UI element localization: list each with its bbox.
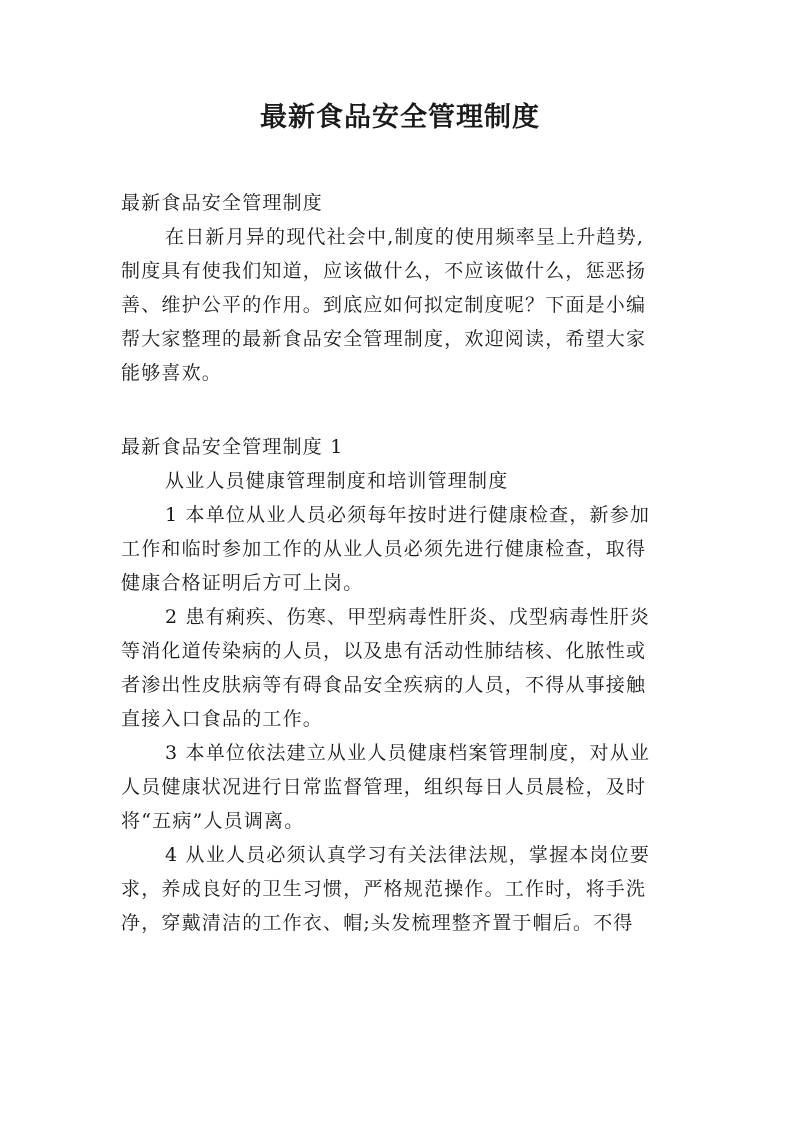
item-line: 3 本单位依法建立从业人员健康档案管理制度，对从业 <box>165 742 651 764</box>
item-line: 直接入口食品的工作。 <box>121 708 324 730</box>
paragraph-gap <box>121 390 683 430</box>
section-heading: 最新食品安全管理制度 1 <box>121 436 344 458</box>
item-line: 1 本单位从业人员必须每年按时进行健康检查，新参加 <box>165 504 651 526</box>
document-body <box>121 186 683 940</box>
item-line: 者渗出性皮肤病等有碍食品安全疾病的人员，不得从事接触 <box>121 674 647 696</box>
intro-line: 制度具有使我们知道，应该做什么，不应该做什么，惩恶扬 <box>121 260 647 282</box>
intro-line: 在日新月异的现代社会中,制度的使用频率呈上升趋势, <box>165 226 645 248</box>
item-line: 健康合格证明后方可上岗。 <box>121 572 364 594</box>
intro-line: 善、维护公平的作用。到底应如何拟定制度呢？下面是小编 <box>121 294 647 316</box>
item-line: 人员健康状况进行日常监督管理，组织每日人员晨检，及时 <box>121 776 647 798</box>
item-line: 工作和临时参加工作的从业人员必须先进行健康检查，取得 <box>121 538 647 560</box>
section-subheading: 从业人员健康管理制度和培训管理制度 <box>165 470 509 492</box>
document-title: 最新食品安全管理制度 <box>260 102 540 133</box>
item-paragraph-3 <box>121 736 683 838</box>
item-line: 2 患有痢疾、伤寒、甲型病毒性肝炎、戊型病毒性肝炎 <box>165 606 651 628</box>
item-line: 净，穿戴清洁的工作衣、帽;头发梳理整齐置于帽后。不得 <box>121 912 634 934</box>
intro-line: 帮大家整理的最新食品安全管理制度，欢迎阅读，希望大家 <box>121 328 647 350</box>
item-line: 4 从业人员必须认真学习有关法律法规，掌握本岗位要 <box>165 844 651 866</box>
item-paragraph-1 <box>121 498 683 600</box>
item-paragraph-4 <box>121 838 683 940</box>
item-paragraph-2 <box>121 600 683 736</box>
intro-line: 能够喜欢。 <box>121 362 223 384</box>
item-line: 等消化道传染病的人员，以及患有活动性肺结核、化脓性或 <box>121 640 647 662</box>
item-line: 求，养成良好的卫生习惯，严格规范操作。工作时，将手洗 <box>121 878 647 900</box>
item-line: 将“五病”人员调离。 <box>121 810 305 832</box>
document-subtitle: 最新食品安全管理制度 <box>121 192 324 214</box>
intro-paragraph <box>121 220 683 390</box>
